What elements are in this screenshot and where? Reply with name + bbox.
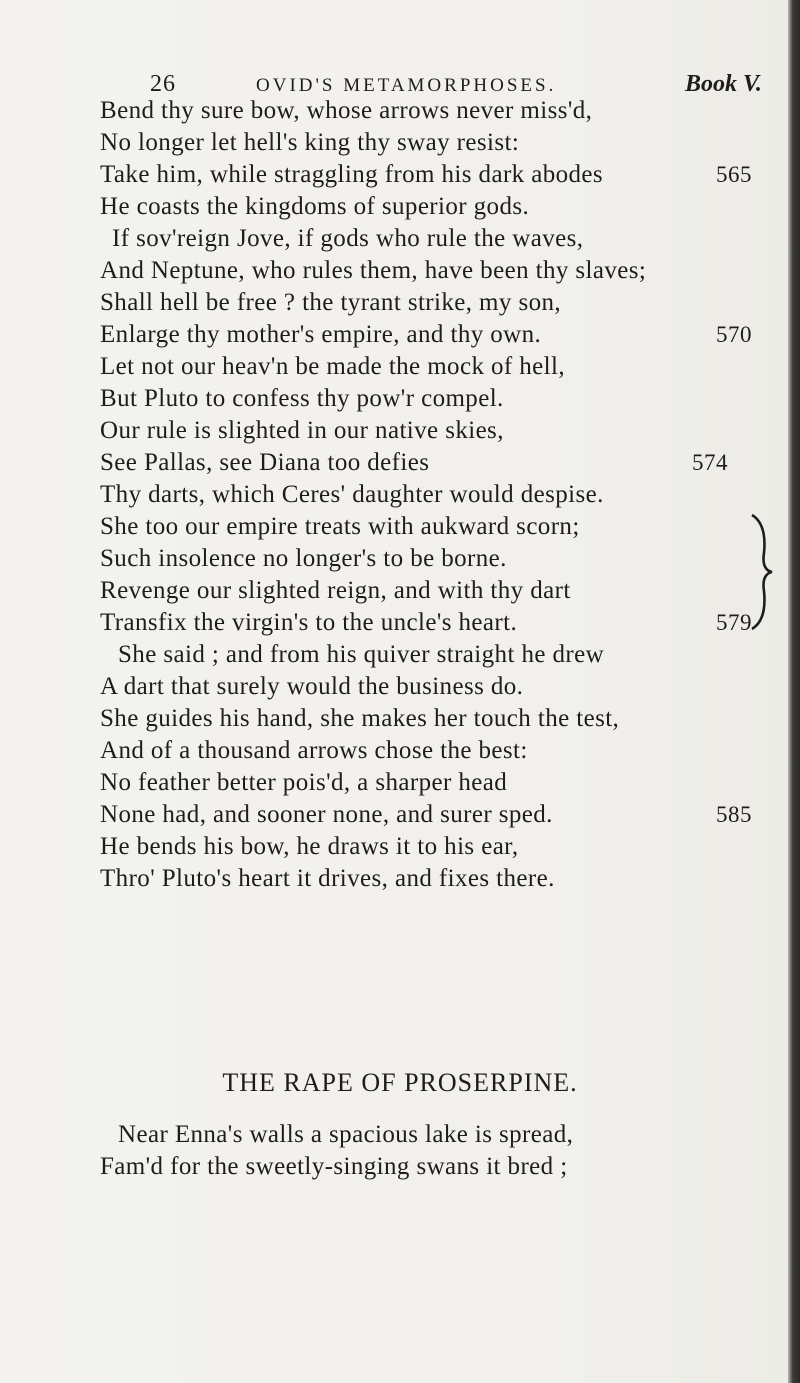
page-number: 26	[150, 71, 176, 97]
line-number: 574	[692, 450, 728, 475]
verse-line: He bends his bow, he draws it to his ear,	[100, 833, 519, 860]
verse-line: She said ; and from his quiver straight he drew	[118, 641, 605, 668]
verse-line: He coasts the kingdoms of superior gods.	[100, 193, 530, 220]
verse-line: Enlarge thy mother's empire, and thy own.	[100, 321, 542, 348]
verse-line: She too our empire treats with aukward scorn;	[100, 513, 580, 540]
line-number: 585	[716, 802, 752, 827]
verse-line: Let not our heav'n be made the mock of hell,	[100, 353, 566, 380]
verse-line: A dart that surely would the business do.	[100, 673, 524, 700]
verse-line: No feather better pois'd, a sharper head	[100, 769, 508, 796]
verse-line: Near Enna's walls a spacious lake is spread,	[118, 1121, 574, 1148]
verse-line: Our rule is slighted in our native skies,	[100, 417, 504, 444]
verse-line: Thy darts, which Ceres' daughter would despise.	[100, 481, 604, 508]
page-edge-shadow	[788, 0, 800, 1383]
line-number: 565	[716, 162, 752, 187]
triplet-brace-icon	[748, 513, 774, 631]
verse-line: But Pluto to confess thy pow'r compel.	[100, 385, 504, 412]
book-label: Book V.	[685, 71, 762, 97]
line-number: 570	[716, 322, 752, 347]
verse-line: Thro' Pluto's heart it drives, and fixes there.	[100, 865, 555, 892]
verse-line: Such insolence no longer's to be borne.	[100, 545, 507, 572]
verse-line: Revenge our slighted reign, and with thy dart	[100, 577, 571, 604]
verse-line: Take him, while straggling from his dark abodes	[100, 161, 604, 188]
verse-line: No longer let hell's king thy sway resist:	[100, 129, 520, 156]
verse-line: And of a thousand arrows chose the best:	[100, 737, 528, 764]
verse-line: See Pallas, see Diana too defies	[100, 449, 430, 476]
verse-line: And Neptune, who rules them, have been thy slaves;	[100, 257, 647, 284]
verse-line: If sov'reign Jove, if gods who rule the waves,	[112, 225, 584, 252]
verse-line: Transfix the virgin's to the uncle's heart.	[100, 609, 518, 636]
verse-line: Shall hell be free ? the tyrant strike, my son,	[100, 289, 562, 316]
line-number: 579	[716, 610, 752, 635]
running-title: OVID'S METAMORPHOSES.	[256, 75, 557, 96]
verse-line: Bend thy sure bow, whose arrows never miss'd,	[100, 97, 593, 124]
section-heading: THE RAPE OF PROSERPINE.	[222, 1068, 578, 1097]
verse-line: Fam'd for the sweetly-singing swans it bred ;	[100, 1153, 568, 1180]
verse-line: She guides his hand, she makes her touch the test,	[100, 705, 620, 732]
verse-line: None had, and sooner none, and surer sped.	[100, 801, 553, 828]
